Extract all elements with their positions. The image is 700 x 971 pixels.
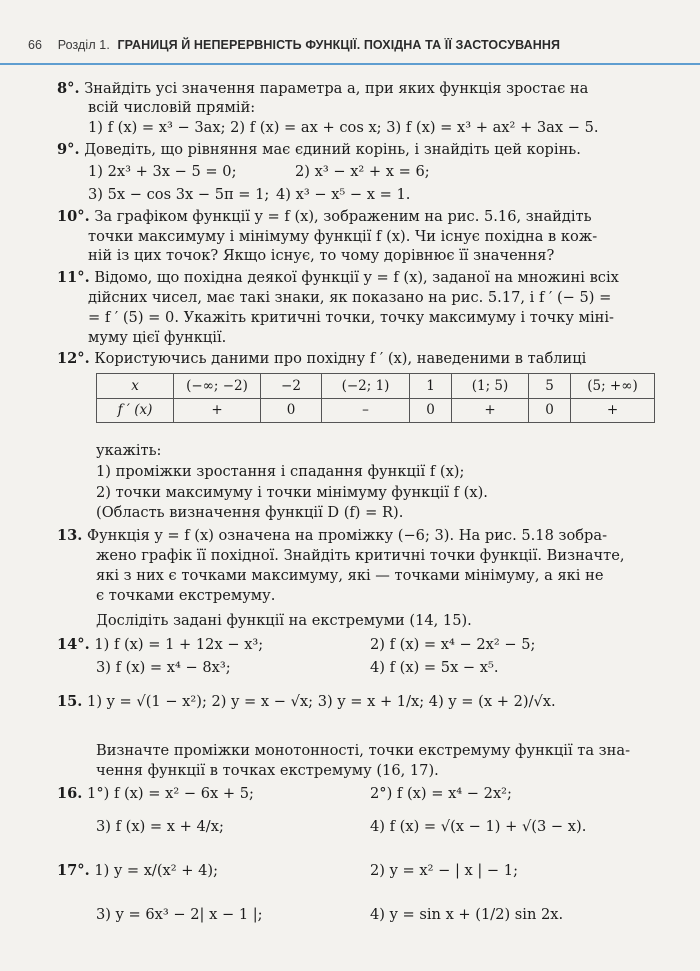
table-cell: 1 bbox=[410, 374, 452, 399]
table-row bbox=[97, 374, 655, 399]
exercise-9-item-3: 3) 5x − cos 3x − 5π = 1; bbox=[88, 186, 270, 203]
exercise-number: 11°. bbox=[57, 269, 90, 286]
exercise-14-item-4: 4) f (x) = 5x − x⁵. bbox=[370, 659, 499, 676]
instruction-16-17-line-2: чення функції в точках екстремуму (16, 17). bbox=[96, 762, 439, 779]
table-cell: 0 bbox=[529, 398, 571, 423]
exercise-number: 9°. bbox=[57, 141, 80, 158]
exercise-item: 1°) f (x) = x² − 6x + 5; bbox=[87, 785, 254, 802]
derivative-sign-table bbox=[96, 373, 655, 423]
table-cell: (−2; 1) bbox=[322, 374, 410, 399]
exercise-14-line-1 bbox=[57, 636, 263, 654]
exercise-12-line-5: (Область визначення функції D (f) = R). bbox=[96, 504, 404, 521]
exercise-number: 13. bbox=[57, 527, 83, 544]
exercise-item: 1) f (x) = 1 + 12x − x³; bbox=[94, 636, 264, 653]
exercise-number: 17°. bbox=[57, 862, 90, 879]
table-cell: (5; +∞) bbox=[571, 374, 655, 399]
table-cell: – bbox=[322, 398, 410, 423]
page-number: 66 bbox=[28, 38, 43, 52]
exercise-11-line-2: дійсних чисел, має такі знаки, як показано на рис. 5.17, і f ′ (− 5) = bbox=[88, 289, 612, 306]
exercise-10-line-2: точки максимуму і мінімуму функції f (x). Чи існує похідна в кож- bbox=[88, 228, 598, 245]
exercise-text: Доведіть, що рівняння має єдиний корінь, і знайдіть цей корінь. bbox=[84, 141, 581, 158]
exercise-16-item-2: 2°) f (x) = x⁴ − 2x²; bbox=[370, 785, 512, 802]
exercise-11-line-3: = f ′ (5) = 0. Укажіть критичні точки, точку максимуму і точку міні- bbox=[88, 309, 614, 326]
exercise-12-line-4: 2) точки максимуму і точки мінімуму функції f (x). bbox=[96, 484, 488, 501]
table-cell: f ′ (x) bbox=[97, 398, 174, 423]
exercise-9-line-1 bbox=[57, 141, 581, 159]
instruction-16-17-line-1: Визначте проміжки монотонності, точки екстремуму функції та зна- bbox=[96, 742, 631, 759]
exercise-text: Функція y = f (x) означена на проміжку (−6; 3). На рис. 5.18 зобра- bbox=[87, 527, 608, 544]
exercise-number: 14°. bbox=[57, 636, 90, 653]
exercise-17-item-3: 3) y = 6x³ − 2| x − 1 |; bbox=[96, 906, 263, 923]
exercise-10-line-3: ній із цих точок? Якщо існує, то чому дорівнює її значення? bbox=[88, 247, 555, 264]
exercise-13-line-2: жено графік її похідної. Знайдіть критичні точки функції. Визначте, bbox=[96, 547, 625, 564]
exercise-10-line-1 bbox=[57, 208, 592, 226]
exercise-number: 8°. bbox=[57, 80, 80, 97]
exercise-number: 12°. bbox=[57, 350, 90, 367]
exercise-14-item-2: 2) f (x) = x⁴ − 2x² − 5; bbox=[370, 636, 536, 653]
exercise-9-item-4: 4) x³ − x⁵ − x = 1. bbox=[276, 186, 411, 203]
exercise-16-item-4: 4) f (x) = √(x − 1) + √(3 − x). bbox=[370, 818, 587, 835]
table-cell: (1; 5) bbox=[452, 374, 529, 399]
exercise-17-line-1 bbox=[57, 862, 218, 880]
exercise-14-item-3: 3) f (x) = x⁴ − 8x³; bbox=[96, 659, 231, 676]
exercise-12-line-2: укажіть: bbox=[96, 442, 162, 459]
table-cell: + bbox=[452, 398, 529, 423]
exercise-15-line bbox=[57, 693, 556, 711]
table-cell: + bbox=[174, 398, 261, 423]
exercise-item: 1) y = x/(x² + 4); bbox=[94, 862, 219, 879]
exercise-number: 10°. bbox=[57, 208, 90, 225]
exercise-8-line-1 bbox=[57, 80, 588, 98]
exercise-8-line-2: всій числовій прямій: bbox=[88, 99, 256, 116]
exercise-13-line-3: які з них є точками максимуму, які — точками мінімуму, а які не bbox=[96, 567, 604, 584]
header-rule bbox=[0, 63, 700, 65]
exercise-text: Знайдіть усі значення параметра a, при яких функція зростає на bbox=[84, 80, 589, 97]
exercise-9-item-1: 1) 2x³ + 3x − 5 = 0; bbox=[88, 163, 237, 180]
exercise-text: Користуючись даними про похідну f ′ (x), наведеними в таблиці bbox=[94, 350, 587, 367]
exercise-number: 16. bbox=[57, 785, 83, 802]
section-label: Розділ 1. bbox=[57, 38, 110, 52]
exercise-9-item-2: 2) x³ − x² + x = 6; bbox=[295, 163, 430, 180]
table-cell: 0 bbox=[410, 398, 452, 423]
exercise-11-line-1 bbox=[57, 269, 619, 287]
table-cell: 5 bbox=[529, 374, 571, 399]
exercise-16-item-3: 3) f (x) = x + 4/x; bbox=[96, 818, 224, 835]
exercise-number: 15. bbox=[57, 693, 83, 710]
exercise-text: 1) y = √(1 − x²); 2) y = x − √x; 3) y = x + 1/x; 4) y = (x + 2)/√x. bbox=[87, 693, 556, 710]
exercise-13-line-4: є точками екстремуму. bbox=[96, 587, 276, 604]
table-cell: x bbox=[97, 374, 174, 399]
chapter-title: ГРАНИЦЯ Й НЕПЕРЕРВНІСТЬ ФУНКЦІЇ. ПОХІДНА ТА ЇЇ ЗАСТОСУВАННЯ bbox=[117, 38, 561, 52]
exercise-17-item-2: 2) y = x² − | x | − 1; bbox=[370, 862, 519, 879]
exercise-12-line-1 bbox=[57, 350, 586, 368]
table-row bbox=[97, 398, 655, 423]
exercise-16-line-1 bbox=[57, 785, 254, 803]
exercise-text: За графіком функції y = f (x), зображеним на рис. 5.16, знайдіть bbox=[94, 208, 592, 225]
exercise-8-line-3: 1) f (x) = x³ − 3ax; 2) f (x) = ax + cos x; 3) f (x) = x³ + ax² + 3ax − 5. bbox=[88, 119, 599, 136]
exercise-13-line-1 bbox=[57, 527, 607, 545]
table-cell: −2 bbox=[261, 374, 322, 399]
exercise-17-item-4: 4) y = sin x + (1/2) sin 2x. bbox=[370, 906, 564, 923]
table-cell: 0 bbox=[261, 398, 322, 423]
exercise-11-line-4: муму цієї функції. bbox=[88, 329, 227, 346]
instruction-14-15: Дослідіть задані функції на екстремуми (14, 15). bbox=[96, 612, 472, 629]
exercise-12-line-3: 1) проміжки зростання і спадання функції f (x); bbox=[96, 463, 465, 480]
exercise-text: Відомо, що похідна деякої функції y = f (x), заданої на множині всіх bbox=[94, 269, 619, 286]
table-cell: + bbox=[571, 398, 655, 423]
table-cell: (−∞; −2) bbox=[174, 374, 261, 399]
